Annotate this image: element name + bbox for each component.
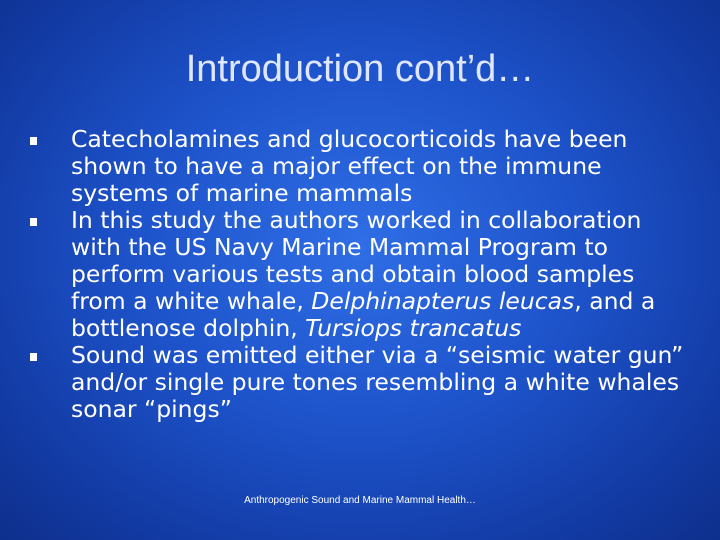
square-bullet-icon: [30, 353, 37, 361]
bullet-item: [30, 342, 690, 423]
species-name: Tursiops trancatus: [305, 314, 522, 342]
slide-title: Introduction cont’d…: [185, 48, 535, 90]
bullet-text-segment: Catecholamines and glucocorticoids have been shown to have a major effect on the immune systems of marine mammals: [71, 125, 628, 207]
bullet-text-segment: Sound was emitted either via a “seismic water gun” and/or single pure tones resembling a white whales sonar “pings”: [71, 341, 684, 423]
bullet-text-segment: , and a bottlenose dolphin,: [71, 287, 656, 342]
bullet-list: [30, 126, 690, 423]
bullet-text: [71, 341, 683, 423]
bullet-text-segment: In this study the authors worked in collaboration with the US Navy Marine Mammal Program to perform various tests and obtain blood samples from a white whale,: [71, 206, 642, 315]
bullet-text: [71, 206, 655, 342]
bullet-item: [30, 126, 690, 207]
square-bullet-icon: [30, 218, 37, 226]
bullet-item: [30, 207, 690, 342]
species-name: Delphinapterus leucas: [311, 287, 575, 315]
slide-footer: Anthropogenic Sound and Marine Mammal Health…: [244, 495, 476, 506]
square-bullet-icon: [30, 137, 37, 145]
bullet-text: [71, 125, 627, 207]
